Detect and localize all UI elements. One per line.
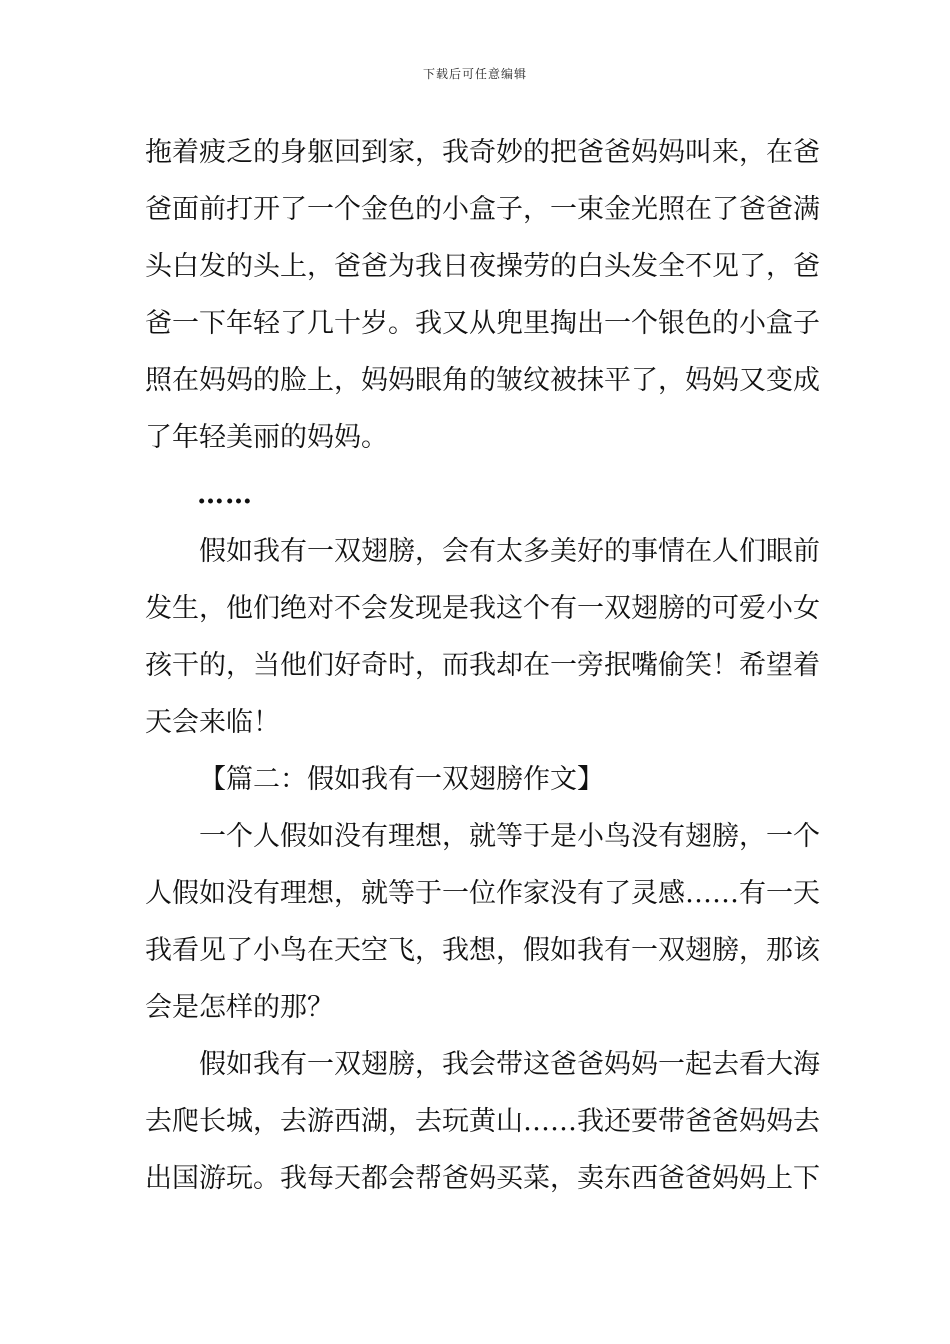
paragraph-line: 孩干的，当他们好奇时，而我却在一旁抿嘴偷笑！希望着 xyxy=(145,650,820,681)
paragraph-line: 出国游玩。我每天都会帮爸妈买菜，卖东西爸爸妈妈上下 xyxy=(145,1163,820,1194)
paragraph-line: 会是怎样的那？ xyxy=(145,992,334,1023)
paragraph-line: 照在妈妈的脸上，妈妈眼角的皱纹被抹平了，妈妈又变成 xyxy=(145,365,820,396)
paragraph-line: 一个人假如没有理想，就等于是小鸟没有翅膀，一个 xyxy=(199,821,820,852)
section-heading: 【篇二：假如我有一双翅膀作文】 xyxy=(199,764,604,795)
ellipsis-line: …… xyxy=(197,479,253,510)
paragraph-line: 头白发的头上，爸爸为我日夜操劳的白头发全不见了，爸 xyxy=(145,251,820,282)
paragraph-line: 假如我有一双翅膀，会有太多美好的事情在人们眼前 xyxy=(199,536,820,567)
paragraph-line: 去爬长城，去游西湖，去玩黄山……我还要带爸爸妈妈去 xyxy=(145,1106,820,1137)
document-body xyxy=(145,124,820,1207)
page-header: 下载后可任意编辑 xyxy=(422,67,527,81)
paragraph-line: 发生，他们绝对不会发现是我这个有一双翅膀的可爱小女 xyxy=(145,593,820,624)
paragraph-line: 假如我有一双翅膀，我会带这爸爸妈妈一起去看大海 xyxy=(199,1049,820,1080)
paragraph-line: 了年轻美丽的妈妈。 xyxy=(145,422,388,453)
paragraph-line: 我看见了小鸟在天空飞，我想，假如我有一双翅膀，那该 xyxy=(145,935,820,966)
paragraph-line: 拖着疲乏的身躯回到家，我奇妙的把爸爸妈妈叫来，在爸 xyxy=(145,137,820,168)
paragraph-line: 爸一下年轻了几十岁。我又从兜里掏出一个银色的小盒子 xyxy=(145,308,820,339)
paragraph-line: 天会来临！ xyxy=(145,707,280,738)
paragraph-line: 爸面前打开了一个金色的小盒子，一束金光照在了爸爸满 xyxy=(145,194,820,225)
paragraph-line: 人假如没有理想，就等于一位作家没有了灵感……有一天 xyxy=(145,878,820,909)
